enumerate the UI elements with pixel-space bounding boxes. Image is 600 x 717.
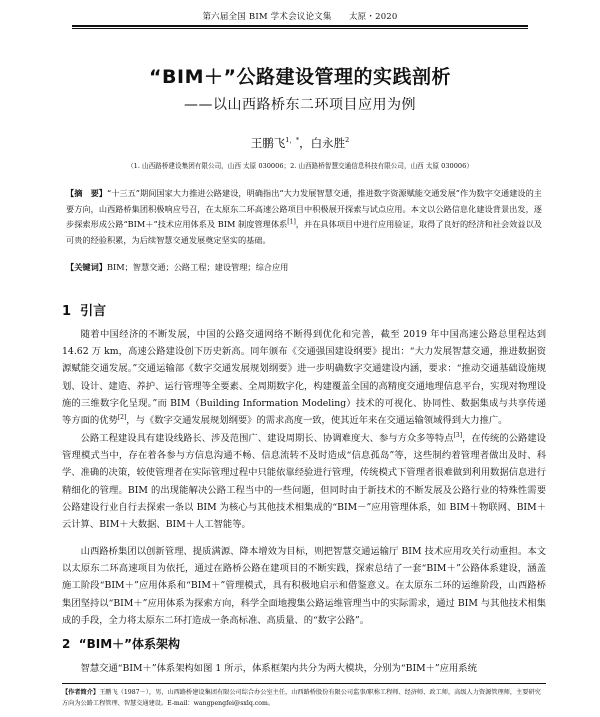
running-head-rule <box>72 28 528 29</box>
author-line <box>0 135 600 151</box>
abstract-citation: [1] <box>287 218 296 226</box>
author-separator: ， <box>299 136 311 150</box>
paper-subtitle: ——以山西路桥东二环项目应用为例 <box>184 97 416 113</box>
paragraph-2-citation: [3] <box>453 431 463 439</box>
section-2-title: “BIM＋”体系架构 <box>78 637 181 651</box>
paragraph-1-text: 随着中国经济的不断发展，中国的公路交通网络不断得到优化和完善，截至 2019 年中国高速公路总里程达到 14.62 万 km，高速公路建设创下历史新高。同年颁布《交通强国建设纲要》提出：“大力发展智慧交通，推进数据资源赋能交通发展。”交通运输部《数字交通发展规划纲要》进一步明确数字交通建设内涵，要求：“推动交通基础设施规划、设计、建造、养护、运行管理等全要素、全周期数字化，构建覆盖全国的高精度交通地理信息平台，实现对物理设施的三维数字化呈现。”而 BIM（Building Information Modeling）技术的可视化、协同性、数据集成与共享传递等方面的优势 <box>62 329 546 427</box>
footnote-rule <box>62 683 546 684</box>
section-1-heading <box>62 300 106 319</box>
footnote-label: 【作者简介】 <box>62 689 100 696</box>
author-footnote <box>62 687 546 709</box>
paragraph-2 <box>62 430 546 533</box>
abstract-text-continued: ，并在具体项目中进行应用验证，取得了良好的经济和社会效益以及可贵的经验积累，为后续智慧交通发展奠定坚实的基础。 <box>66 219 542 245</box>
keywords-block <box>66 262 542 273</box>
paragraph-1 <box>62 326 546 429</box>
paragraph-3 <box>62 543 546 629</box>
footnote-text: 王鹏飞（1987－），男，山西路桥建设集团有限公司综合办公室主任，山西路桥股份有限公司监事/职称工程师、经济师、政工师，高级人力资源管理师，主要研究方向为公路工程管理、智慧交通建设。E-mail：wangpengfei@sxlq.com。 <box>62 689 541 707</box>
paper-title: “BIM＋”公路建设管理的实践剖析 <box>149 66 451 88</box>
section-1-title: 引言 <box>80 304 107 319</box>
author-1-affil-mark: 1，* <box>285 136 300 145</box>
section-2-number: 2 <box>62 637 71 651</box>
paragraph-4-text: 智慧交通“BIM＋”体系架构如图 1 所示，体系框架内共分为两大模块，分别为“BIM＋”应用系统 <box>80 663 477 674</box>
paragraph-2-text-continued: ，在传统的公路建设管理模式当中，存在着各参与方信息沟通不畅、信息流转不及时造成“信息孤岛”等，这些制约着管理者做出及时、科学、准确的决策，较使管理者在实际管理过程中只能依靠经验进行管理，传统模式下管理者很难做到利用数据信息进行精细化的管理。BIM 的出现能解决公路工程当中的一些问题，但同时由于新技术的不断发展及公路行业的特殊性需要公路建设行业自行去探索一条以 BIM 为核心与其他技术相集成的“BIM－”应用管理体系，如 BIM＋物联网、BIM＋云计算、BIM＋大数据、BIM＋人工智能等。 <box>62 433 546 531</box>
author-2-affil-mark: 2 <box>345 136 350 145</box>
abstract-block <box>66 186 542 248</box>
abstract-label: 【摘 要】 <box>66 188 107 198</box>
affiliation-line: （1. 山西路桥建设集团有限公司，山西 太原 030006；2. 山西路桥智慧交通信息科技有限公司，山西 太原 030006） <box>127 162 473 170</box>
abstract-text: “十三五”期间国家大力推进公路建设，明确指出“大力发展智慧交通，推进数字资源赋能交通发展”作为数字交通建设的主要方向，山西路桥集团积极响应号召，在太原东二环高速公路项目中积极展开探索与试点应用。本文以公路信息化建设背景出发，逐步探索形成公路“BIM＋”技术应用体系及 BIM 制度管理体系 <box>66 188 542 229</box>
keywords-text: BIM；智慧交通；公路工程；建设管理；综合应用 <box>106 262 289 272</box>
running-head-text: 第六届全国 BIM 学术会议论文集 太原・2020 <box>202 12 398 22</box>
paragraph-1-text-continued: ，与《数字交通发展规划纲要》的需求高度一致，使其近年来在交通运输领域得到大力推广。 <box>126 415 508 427</box>
paragraph-2-text: 公路工程建设具有建设线路长、涉及范围广、建设周期长、协调难度大、参与方众多等特点 <box>80 433 454 444</box>
paragraph-1-citation: [2] <box>117 413 127 421</box>
author-1-name: 王鹏飞 <box>250 136 286 150</box>
author-2-name: 白永胜 <box>310 136 346 150</box>
keywords-label: 【关键词】 <box>66 262 107 272</box>
paragraph-4 <box>62 660 546 677</box>
section-1-number: 1 <box>62 304 72 319</box>
paragraph-3-text: 山西路桥集团以创新管理、提质满源、降本增效为目标，则把智慧交通运输厅 BIM 技术应用攻关行动重担。本文以太原东二环高速项目为依托，通过在路桥公路在建项目的不断实践，探索总结了一套“BIM＋”公路体系建设，涵盖施工阶段“BIM＋”应用体系和“BIM＋”管理模式，具有积极地启示和借鉴意义。在太原东二环的运维阶段，山西路桥集团坚持以“BIM＋”应用体系为探索方向，科学全面地搜集公路运维管理当中的实际需求，通过 BIM 与其他技术相集成的手段，全力将太原东二环打造成一条高标准、高质量、的“数字公路”。 <box>62 546 546 626</box>
section-2-heading <box>62 635 180 652</box>
running-head <box>72 10 528 27</box>
